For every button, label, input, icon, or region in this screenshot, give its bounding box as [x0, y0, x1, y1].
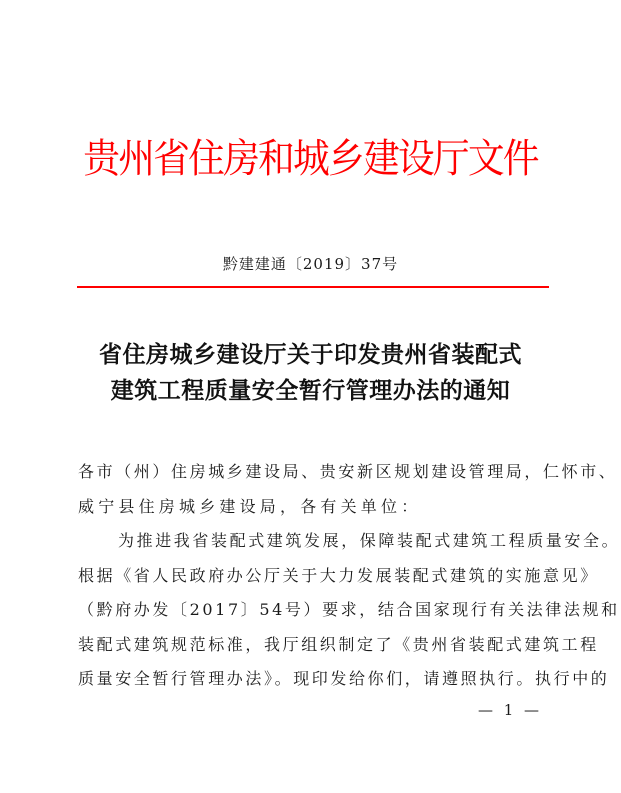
addressee-line-2: 威宁县住房城乡建设局，各有关单位： — [78, 496, 422, 516]
notice-title-line-1: 省住房城乡建设厅关于印发贵州省装配式 — [99, 342, 522, 368]
document-number: 黔建建通〔2019〕37号 — [222, 255, 399, 273]
document-masthead: 贵州省住房和城乡建设厅文件 — [83, 136, 538, 182]
body-line-2: 根据《省人民政府办公厅关于大力发展装配式建筑的实施意见》 — [78, 565, 599, 585]
addressee-line-1: 各市（州）住房城乡建设局、贵安新区规划建设管理局，仁怀市、 — [78, 462, 618, 481]
notice-body — [78, 455, 621, 697]
red-divider-line — [77, 286, 549, 288]
body-line-1: 为推进我省装配式建筑发展，保障装配式建筑工程质量安全。 — [118, 531, 621, 550]
body-line-5: 质量安全暂行管理办法》。现印发给你们，请遵照执行。执行中的 — [78, 669, 610, 688]
notice-title — [0, 337, 621, 409]
notice-title-line-2: 建筑工程质量安全暂行管理办法的通知 — [110, 378, 511, 404]
body-line-4: 装配式建筑规范标准，我厅组织制定了《贵州省装配式建筑工程 — [78, 634, 599, 654]
page-number: — 1 — — [477, 701, 543, 719]
body-line-3: （黔府办发〔2017〕54号）要求，结合国家现行有关法律法规和 — [78, 600, 620, 619]
